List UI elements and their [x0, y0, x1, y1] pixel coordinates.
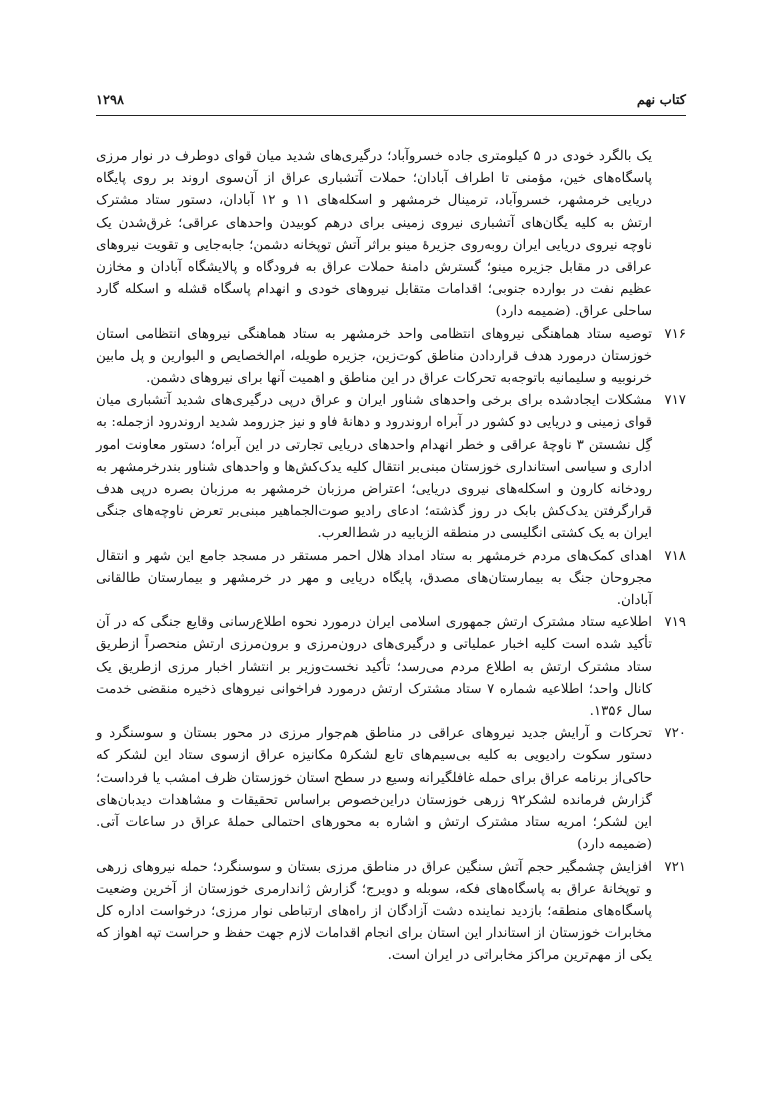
entry-number: ۷۱۶ — [664, 326, 686, 342]
entry-text: افزایش چشمگیر حجم آتش سنگین عراق در مناطق مرزی بستان و سوسنگرد؛ حمله نیروهای زرهی و توپخانهٔ عراق به پاسگاه‌های فکه، سوبله و دویرج؛ گزارش ژاندارمری خوزستان از آخرین وضعیت پاسگاه‌های منطقه؛ بازدید نماینده دشت آزادگان از راه‌های ارتباطی نوار مرزی؛ درخواست اداره کل مخابرات خوزستان از استاندار این استان برای انجام اقدامات لازم جهت حفظ و حراست تپه اهواز که یکی از مهم‌ترین مراکز مخابراتی در ایران است. — [96, 859, 652, 964]
entry-721 — [96, 857, 686, 968]
entry-text: مشکلات ایجادشده برای برخی واحدهای شناور ایران و عراق درپی درگیری‌های شدید آتشباری میان قوای زمینی و دریایی دو کشور در آبراه اروندرود و دهانهٔ فاو و نیز جزرومد شدید اروندرود ازجمله: به گِل نشستن ۳ ناوچهٔ عراقی و خطر انهدام واحدهای دریایی تجارتی در این آبراه؛ دستور معاونت امور اداری و سیاسی استانداری خوزستان مبنی‌بر انتقال کلیه یدک‌کش‌ها و واحدهای شناور بندرخرمشهر به رودخانه کارون و اسکله‌های نیروی دریایی؛ اعتراض مرزبان خرمشهر به مرزبان بصره درپی هدف قرارگرفتن یدک‌کش بابک در روز گذشته؛ ادعای رادیو صوت‌الجماهیر مبنی‌بر تعرض ناوچه‌های جنگی ایران به یک کشتی انگلیسی در منطقه الزیابیه در شط‌العرب. — [96, 393, 652, 542]
page-number: ۱۲۹۸ — [96, 93, 124, 108]
page-body — [96, 146, 686, 968]
entry-718 — [96, 546, 686, 613]
entry-number: ۷۱۷ — [664, 393, 686, 409]
entry-number: ۷۲۰ — [664, 726, 686, 742]
book-title: کتاب نهم — [636, 93, 686, 108]
entry-text: اطلاعیه ستاد مشترک ارتش جمهوری اسلامی ایران درمورد نحوه اطلاع‌رسانی وقایع جنگی که در آن تأکید شده است کلیه اخبار عملیاتی و درگیری‌های درون‌مرزی و برون‌مرزی ارتش منحصراً ازطریق ستاد مشترک ارتش به اطلاع مردم می‌رسد؛ تأکید نخست‌وزیر بر انتشار اخبار مرزی ازطریق یک کانال واحد؛ اطلاعیه شماره ۷ ستاد مشترک ارتش درمورد فراخوانی نیروهای ذخیره منقضی خدمت سال ۱۳۵۶. — [96, 615, 652, 720]
entry-number: ۷۱۹ — [664, 615, 686, 631]
entry-717 — [96, 390, 686, 545]
continued-entry: یک بالگرد خودی در ۵ کیلومتری جاده خسروآباد؛ درگیری‌های شدید میان قوای دوطرف در نوار مرزی پاسگاه‌های خین، مؤمنی تا اطراف آبادان؛ حملات آتشباری عراق از آن‌سوی اروند بر روی پایگاه دریایی خرمشهر، خسروآباد، ترمینال خرمشهر و اسکله‌های ۱۱ و ۱۲ آبادان، دستور ستاد مشترک ارتش به کلیه یگان‌های آتشباری نیروی زمینی برای درهم کوبیدن واحدهای عراقی؛ غرق‌شدن یک ناوچه نیروی دریایی ایران روبه‌روی جزیرهٔ مینو براثر آتش توپخانه دشمن؛ جابه‌جایی و تقویت نیروهای عراقی در مقابل جزیره مینو؛ گسترش دامنهٔ حملات عراق به فرودگاه و پالایشگاه آبادان و مخازن عظیم نفت در بوارده جنوبی؛ اقدامات متقابل نیروهای خودی و انهدام پاسگاه قشله و اسکله گارد ساحلی عراق. (ضمیمه دارد) — [96, 149, 652, 320]
entry-719 — [96, 612, 686, 723]
entry-716 — [96, 324, 686, 391]
entry-number: ۷۱۸ — [664, 548, 686, 564]
entry-text: توصیه ستاد هماهنگی نیروهای انتظامی واحد خرمشهر به ستاد هماهنگی نیروهای انتظامی استان خوزستان درمورد هدف قراردادن مناطق کوت‌زین، جزیره طویله، ام‌الخصایص و البوارین و پل مابین خرنوبیه و سلیمانیه باتوجه‌به تحرکات عراق در این مناطق و اهمیت آنها برای نیروهای دشمن. — [96, 326, 652, 387]
running-header — [96, 93, 686, 116]
entry-text: تحرکات و آرایش جدید نیروهای عراقی در مناطق هم‌جوار مرزی در محور بستان و سوسنگرد و دستور سکوت رادیویی به کلیه بی‌سیم‌های تابع لشکر۵ مکانیزه عراق ازسوی ستاد این لشکر که حاکی‌از برنامه عراق برای حمله غافلگیرانه وسیع در سطح استان خوزستان ظرف امشب یا فرداست؛ گزارش فرمانده لشکر۹۲ زرهی خوزستان دراین‌خصوص براساس تحقیقات و مشاهدات دیدبان‌های این لشکر؛ امریه ستاد مشترک ارتش و اشاره به محورهای احتمالی حملهٔ عراق در ساعات آتی. (ضمیمه دارد) — [96, 726, 653, 853]
entry-text: اهدای کمک‌های مردم خرمشهر به ستاد امداد هلال احمر مستقر در مسجد جامع این شهر و انتقال مجروحان جنگ به بیمارستان‌های مصدق، پایگاه دریایی و مهر در خرمشهر و بیمارستان طالقانی آبادان. — [96, 548, 652, 609]
entry-number: ۷۲۱ — [664, 859, 686, 875]
entry-720 — [96, 723, 686, 856]
